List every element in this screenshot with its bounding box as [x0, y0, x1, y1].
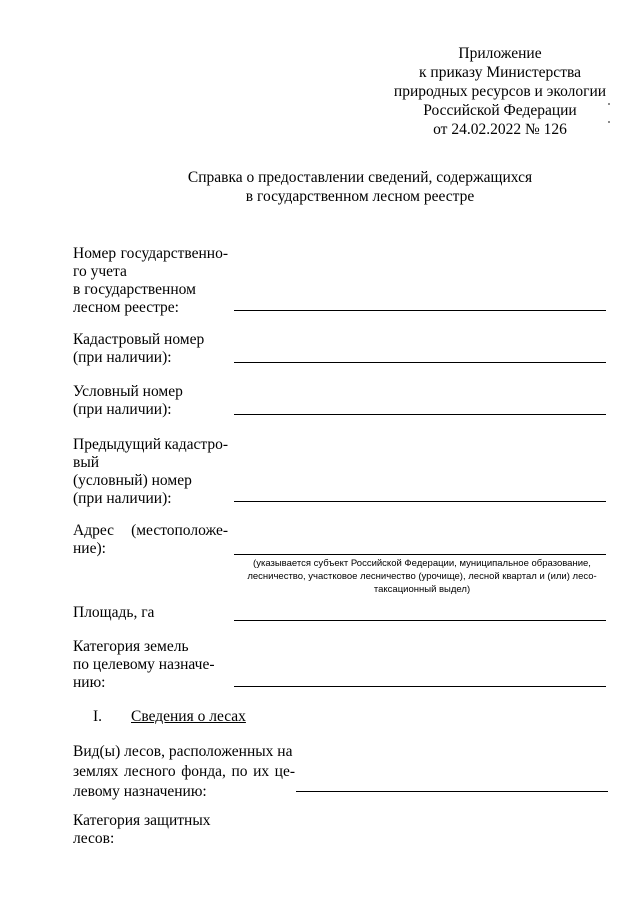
land-category-field[interactable] [234, 686, 606, 687]
previous-cadastral-field[interactable] [234, 501, 606, 502]
title-line: Справка о предоставлении сведений, содержащихся [187, 169, 533, 186]
land-category-label [73, 638, 233, 692]
label-line: Площадь, га [73, 604, 155, 621]
registry-number-label [73, 245, 233, 317]
conditional-number-label [73, 383, 233, 419]
appendix-line: к приказу Министерства [419, 64, 581, 81]
label-word: це- [274, 763, 295, 780]
label-line: лесном реестре: [73, 299, 179, 316]
hint-line: таксационный выдел) [373, 584, 471, 595]
label-line: (при наличии): [73, 349, 172, 366]
label-word: землях [73, 763, 119, 780]
label-word: Адрес [73, 522, 114, 539]
area-label [73, 604, 233, 622]
scan-speck [608, 103, 610, 105]
appendix-header [380, 44, 620, 139]
document-title [150, 168, 570, 206]
label-line: в государственном [73, 281, 196, 298]
label-word: Номер [73, 245, 117, 262]
section-title: Сведения о лесах [131, 708, 246, 725]
label-line: нию: [73, 674, 106, 691]
appendix-line: природных ресурсов и экологии [393, 83, 607, 100]
label-line: ние): [73, 540, 106, 557]
scan-speck [608, 121, 610, 123]
cadastral-number-label [73, 331, 233, 367]
label-line: Вид(ы) лесов, расположенных на [73, 743, 293, 760]
conditional-number-field[interactable] [234, 414, 606, 415]
appendix-line: Российской Федерации [423, 102, 577, 119]
label-line: вый [73, 454, 100, 471]
label-word: кадастро- [164, 436, 228, 453]
label-line: Кадастровый номер [73, 331, 205, 348]
label-word: государственно- [120, 245, 228, 262]
label-line: по целевому назначе- [73, 656, 215, 673]
appendix-line: от 24.02.2022 № 126 [433, 121, 567, 138]
label-line: лесов: [73, 830, 115, 847]
previous-cadastral-label [73, 436, 233, 508]
forest-types-field[interactable] [296, 791, 608, 792]
address-hint [236, 557, 608, 596]
hint-line: (указывается субъект Российской Федерации, муниципальное образование, [253, 558, 591, 569]
appendix-line: Приложение [458, 45, 542, 62]
address-label [73, 522, 233, 558]
label-line: го учета [73, 263, 127, 280]
label-line: левому назначению: [73, 783, 207, 800]
label-line: (условный) номер [73, 472, 192, 489]
area-field[interactable] [234, 620, 606, 621]
section-number: I. [93, 708, 103, 725]
hint-line: лесничество, участковое лесничество (урочище), лесной квартал и (или) лесо- [247, 571, 597, 582]
label-word: лесного [123, 763, 176, 780]
label-line: Категория земель [73, 638, 189, 655]
protective-category-label [73, 812, 233, 848]
label-word: Предыдущий [73, 436, 162, 453]
label-word: (местоположе- [131, 522, 228, 539]
label-line: Категория защитных [73, 812, 211, 829]
section-heading [93, 707, 246, 726]
address-field[interactable] [234, 554, 606, 555]
label-line: Условный номер [73, 383, 183, 400]
cadastral-number-field[interactable] [234, 362, 606, 363]
registry-number-field[interactable] [234, 310, 606, 311]
forest-types-label [73, 742, 295, 802]
label-word: по [231, 763, 248, 780]
label-word: фонда, [181, 763, 226, 780]
label-line: (при наличии): [73, 490, 172, 507]
label-line: (при наличии): [73, 401, 172, 418]
label-word: их [253, 763, 270, 780]
title-line: в государственном лесном реестре [245, 188, 475, 205]
